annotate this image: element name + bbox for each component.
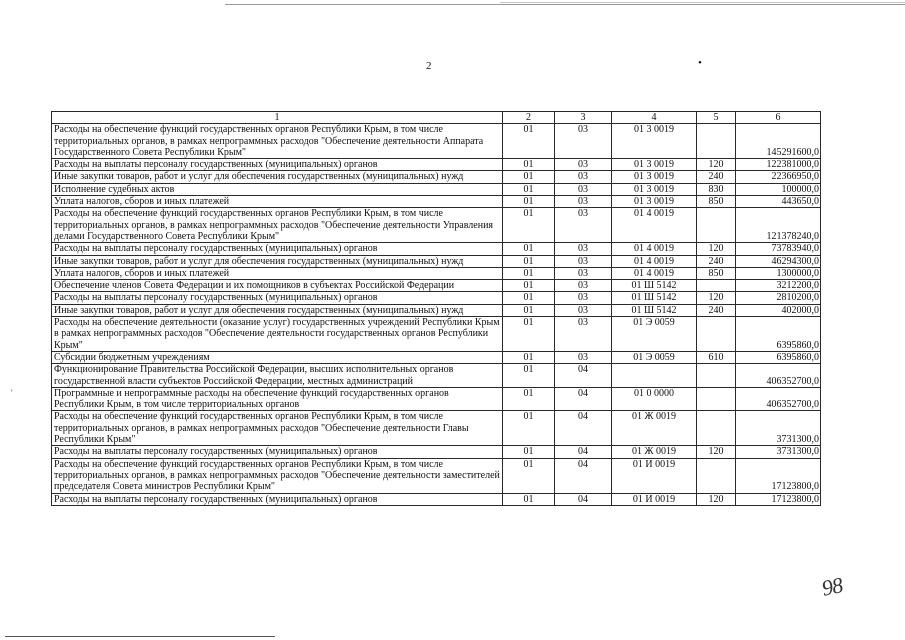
row-section-cell: 01 bbox=[503, 243, 555, 255]
row-expense-type-cell bbox=[697, 411, 736, 446]
row-name-cell: Обеспечение членов Совета Федерации и их помощников в субъектах Российской Федерации bbox=[52, 280, 503, 292]
row-name-cell: Расходы на выплаты персоналу государственных (муниципальных) органов bbox=[52, 493, 503, 505]
row-target-article-cell: 01 Э 0059 bbox=[612, 351, 697, 363]
row-target-article-cell: 01 3 0019 bbox=[612, 196, 697, 208]
row-name-cell: Программные и непрограммные расходы на обеспечение функций государственных органов Республики Крым, в том числе территориальных органов bbox=[52, 387, 503, 411]
row-expense-type-cell: 850 bbox=[697, 267, 736, 279]
row-section-cell: 01 bbox=[503, 458, 555, 493]
table-row bbox=[52, 411, 821, 446]
row-section-cell: 01 bbox=[503, 493, 555, 505]
row-expense-type-cell bbox=[697, 280, 736, 292]
row-name-cell: Иные закупки товаров, работ и услуг для обеспечения государственных (муниципальных) нужд bbox=[52, 304, 503, 316]
row-expense-type-cell: 120 bbox=[697, 292, 736, 304]
row-amount-cell: 73783940,0 bbox=[736, 243, 821, 255]
table-row bbox=[52, 255, 821, 267]
row-expense-type-cell: 240 bbox=[697, 171, 736, 183]
table-row bbox=[52, 304, 821, 316]
table-row bbox=[52, 458, 821, 493]
row-amount-cell: 122381000,0 bbox=[736, 159, 821, 171]
row-section-cell: 01 bbox=[503, 364, 555, 388]
row-target-article-cell: 01 Э 0059 bbox=[612, 317, 697, 352]
row-name-cell: Расходы на обеспечение функций государственных органов Республики Крым, в том числе территориальных органов, в рамках непрограммных расходов "Обеспечение деятельности Аппарата Государственного Совета Республики Крым" bbox=[52, 124, 503, 159]
row-amount-cell: 3731300,0 bbox=[736, 446, 821, 458]
row-expense-type-cell: 850 bbox=[697, 196, 736, 208]
row-subsection-cell: 04 bbox=[555, 387, 612, 411]
row-amount-cell: 3212200,0 bbox=[736, 280, 821, 292]
row-subsection-cell: 04 bbox=[555, 446, 612, 458]
row-amount-cell: 17123800,0 bbox=[736, 493, 821, 505]
row-subsection-cell: 03 bbox=[555, 351, 612, 363]
table-row bbox=[52, 243, 821, 255]
row-target-article-cell: 01 4 0019 bbox=[612, 267, 697, 279]
row-expense-type-cell bbox=[697, 387, 736, 411]
row-subsection-cell: 03 bbox=[555, 317, 612, 352]
table-row bbox=[52, 171, 821, 183]
row-target-article-cell: 01 Ж 0019 bbox=[612, 411, 697, 446]
row-expense-type-cell: 120 bbox=[697, 493, 736, 505]
row-section-cell: 01 bbox=[503, 292, 555, 304]
row-target-article-cell: 01 4 0019 bbox=[612, 255, 697, 267]
row-amount-cell: 3731300,0 bbox=[736, 411, 821, 446]
row-expense-type-cell: 240 bbox=[697, 304, 736, 316]
row-subsection-cell: 03 bbox=[555, 208, 612, 243]
row-name-cell: Расходы на выплаты персоналу государственных (муниципальных) органов bbox=[52, 243, 503, 255]
row-target-article-cell: 01 3 0019 bbox=[612, 124, 697, 159]
row-target-article-cell: 01 3 0019 bbox=[612, 171, 697, 183]
row-section-cell: 01 bbox=[503, 317, 555, 352]
header-cell-3: 3 bbox=[555, 112, 612, 124]
header-cell-2: 2 bbox=[503, 112, 555, 124]
row-target-article-cell: 01 4 0019 bbox=[612, 243, 697, 255]
row-amount-cell: 121378240,0 bbox=[736, 208, 821, 243]
row-name-cell: Расходы на обеспечение функций государственных органов Республики Крым, в том числе территориальных органов, в рамках непрограммных расходов "Обеспечение деятельности Главы Республики Крым" bbox=[52, 411, 503, 446]
row-target-article-cell: 01 Ш 5142 bbox=[612, 304, 697, 316]
row-subsection-cell: 04 bbox=[555, 364, 612, 388]
row-subsection-cell: 03 bbox=[555, 267, 612, 279]
row-target-article-cell: 01 0 0000 bbox=[612, 387, 697, 411]
row-subsection-cell: 03 bbox=[555, 243, 612, 255]
row-section-cell: 01 bbox=[503, 159, 555, 171]
row-amount-cell: 6395860,0 bbox=[736, 317, 821, 352]
table-row bbox=[52, 196, 821, 208]
table-row bbox=[52, 280, 821, 292]
row-name-cell: Иные закупки товаров, работ и услуг для обеспечения государственных (муниципальных) нужд bbox=[52, 171, 503, 183]
table-row bbox=[52, 493, 821, 505]
row-subsection-cell: 04 bbox=[555, 458, 612, 493]
row-target-article-cell: 01 4 0019 bbox=[612, 208, 697, 243]
row-subsection-cell: 03 bbox=[555, 255, 612, 267]
row-name-cell: Иные закупки товаров, работ и услуг для обеспечения государственных (муниципальных) нужд bbox=[52, 255, 503, 267]
row-section-cell: 01 bbox=[503, 124, 555, 159]
row-name-cell: Исполнение судебных актов bbox=[52, 183, 503, 195]
row-subsection-cell: 03 bbox=[555, 280, 612, 292]
scan-edge-line bbox=[500, 2, 905, 3]
row-target-article-cell: 01 Ш 5142 bbox=[612, 292, 697, 304]
row-expense-type-cell bbox=[697, 364, 736, 388]
row-section-cell: 01 bbox=[503, 446, 555, 458]
header-cell-6: 6 bbox=[736, 112, 821, 124]
row-name-cell: Функционирование Правительства Российской Федерации, высших исполнительных органов государственной власти субъектов Российской Федерации, местных администраций bbox=[52, 364, 503, 388]
row-section-cell: 01 bbox=[503, 208, 555, 243]
table-row bbox=[52, 351, 821, 363]
row-expense-type-cell: 120 bbox=[697, 243, 736, 255]
row-name-cell: Расходы на выплаты персоналу государственных (муниципальных) органов bbox=[52, 292, 503, 304]
row-section-cell: 01 bbox=[503, 411, 555, 446]
handwritten-page-mark: 98 bbox=[819, 572, 845, 601]
row-target-article-cell: 01 Ш 5142 bbox=[612, 280, 697, 292]
row-expense-type-cell bbox=[697, 317, 736, 352]
row-name-cell: Расходы на выплаты персоналу государственных (муниципальных) органов bbox=[52, 159, 503, 171]
table-row bbox=[52, 387, 821, 411]
row-expense-type-cell: 610 bbox=[697, 351, 736, 363]
row-expense-type-cell: 830 bbox=[697, 183, 736, 195]
header-cell-5: 5 bbox=[697, 112, 736, 124]
table-row bbox=[52, 183, 821, 195]
row-section-cell: 01 bbox=[503, 196, 555, 208]
row-amount-cell: 6395860,0 bbox=[736, 351, 821, 363]
row-amount-cell: 100000,0 bbox=[736, 183, 821, 195]
header-cell-4: 4 bbox=[612, 112, 697, 124]
row-section-cell: 01 bbox=[503, 171, 555, 183]
top-rule-line bbox=[225, 4, 905, 5]
row-amount-cell: 402000,0 bbox=[736, 304, 821, 316]
row-expense-type-cell: 120 bbox=[697, 446, 736, 458]
row-subsection-cell: 03 bbox=[555, 171, 612, 183]
row-amount-cell: 406352700,0 bbox=[736, 387, 821, 411]
dot-mark: • bbox=[698, 57, 702, 69]
row-amount-cell: 145291600,0 bbox=[736, 124, 821, 159]
row-amount-cell: 2810200,0 bbox=[736, 292, 821, 304]
row-name-cell: Расходы на обеспечение деятельности (оказание услуг) государственных учреждений Республики Крым в рамках непрограммных расходов "Обеспечение деятельности государственных органов Республики Крым" bbox=[52, 317, 503, 352]
row-section-cell: 01 bbox=[503, 267, 555, 279]
row-name-cell: Уплата налогов, сборов и иных платежей bbox=[52, 267, 503, 279]
row-section-cell: 01 bbox=[503, 183, 555, 195]
row-subsection-cell: 04 bbox=[555, 411, 612, 446]
row-amount-cell: 46294300,0 bbox=[736, 255, 821, 267]
row-expense-type-cell: 120 bbox=[697, 159, 736, 171]
table-row bbox=[52, 446, 821, 458]
row-section-cell: 01 bbox=[503, 304, 555, 316]
side-mark: ' bbox=[11, 388, 13, 398]
row-amount-cell: 406352700,0 bbox=[736, 364, 821, 388]
row-subsection-cell: 03 bbox=[555, 183, 612, 195]
row-subsection-cell: 03 bbox=[555, 196, 612, 208]
page-number: 2 bbox=[426, 60, 432, 72]
budget-table bbox=[51, 111, 821, 506]
table-row bbox=[52, 292, 821, 304]
table-row bbox=[52, 267, 821, 279]
row-expense-type-cell: 240 bbox=[697, 255, 736, 267]
row-amount-cell: 22366950,0 bbox=[736, 171, 821, 183]
row-expense-type-cell bbox=[697, 208, 736, 243]
row-name-cell: Расходы на обеспечение функций государственных органов Республики Крым, в том числе территориальных органов, в рамках непрограммных расходов "Обеспечение деятельности заместителей председателя Совета министров Республики Крым" bbox=[52, 458, 503, 493]
table-row bbox=[52, 208, 821, 243]
table-row bbox=[52, 317, 821, 352]
row-amount-cell: 17123800,0 bbox=[736, 458, 821, 493]
row-subsection-cell: 03 bbox=[555, 304, 612, 316]
table-row bbox=[52, 124, 821, 159]
row-section-cell: 01 bbox=[503, 351, 555, 363]
bottom-rule-line bbox=[5, 636, 275, 637]
row-subsection-cell: 03 bbox=[555, 124, 612, 159]
row-expense-type-cell bbox=[697, 124, 736, 159]
row-name-cell: Уплата налогов, сборов и иных платежей bbox=[52, 196, 503, 208]
row-target-article-cell: 01 3 0019 bbox=[612, 159, 697, 171]
row-section-cell: 01 bbox=[503, 280, 555, 292]
row-section-cell: 01 bbox=[503, 387, 555, 411]
row-target-article-cell: 01 3 0019 bbox=[612, 183, 697, 195]
row-subsection-cell: 04 bbox=[555, 493, 612, 505]
table-row bbox=[52, 364, 821, 388]
row-name-cell: Расходы на обеспечение функций государственных органов Республики Крым, в том числе территориальных органов, в рамках непрограммных расходов "Обеспечение деятельности Управления делами Государственного Совета Республики Крым" bbox=[52, 208, 503, 243]
table-row bbox=[52, 159, 821, 171]
header-cell-1: 1 bbox=[52, 112, 503, 124]
row-target-article-cell: 01 И 0019 bbox=[612, 458, 697, 493]
row-section-cell: 01 bbox=[503, 255, 555, 267]
row-expense-type-cell bbox=[697, 458, 736, 493]
row-name-cell: Субсидии бюджетным учреждениям bbox=[52, 351, 503, 363]
row-subsection-cell: 03 bbox=[555, 292, 612, 304]
row-subsection-cell: 03 bbox=[555, 159, 612, 171]
row-amount-cell: 443650,0 bbox=[736, 196, 821, 208]
row-target-article-cell: 01 Ж 0019 bbox=[612, 446, 697, 458]
table-header-row bbox=[52, 112, 821, 124]
row-name-cell: Расходы на выплаты персоналу государственных (муниципальных) органов bbox=[52, 446, 503, 458]
row-amount-cell: 1300000,0 bbox=[736, 267, 821, 279]
row-target-article-cell bbox=[612, 364, 697, 388]
row-target-article-cell: 01 И 0019 bbox=[612, 493, 697, 505]
